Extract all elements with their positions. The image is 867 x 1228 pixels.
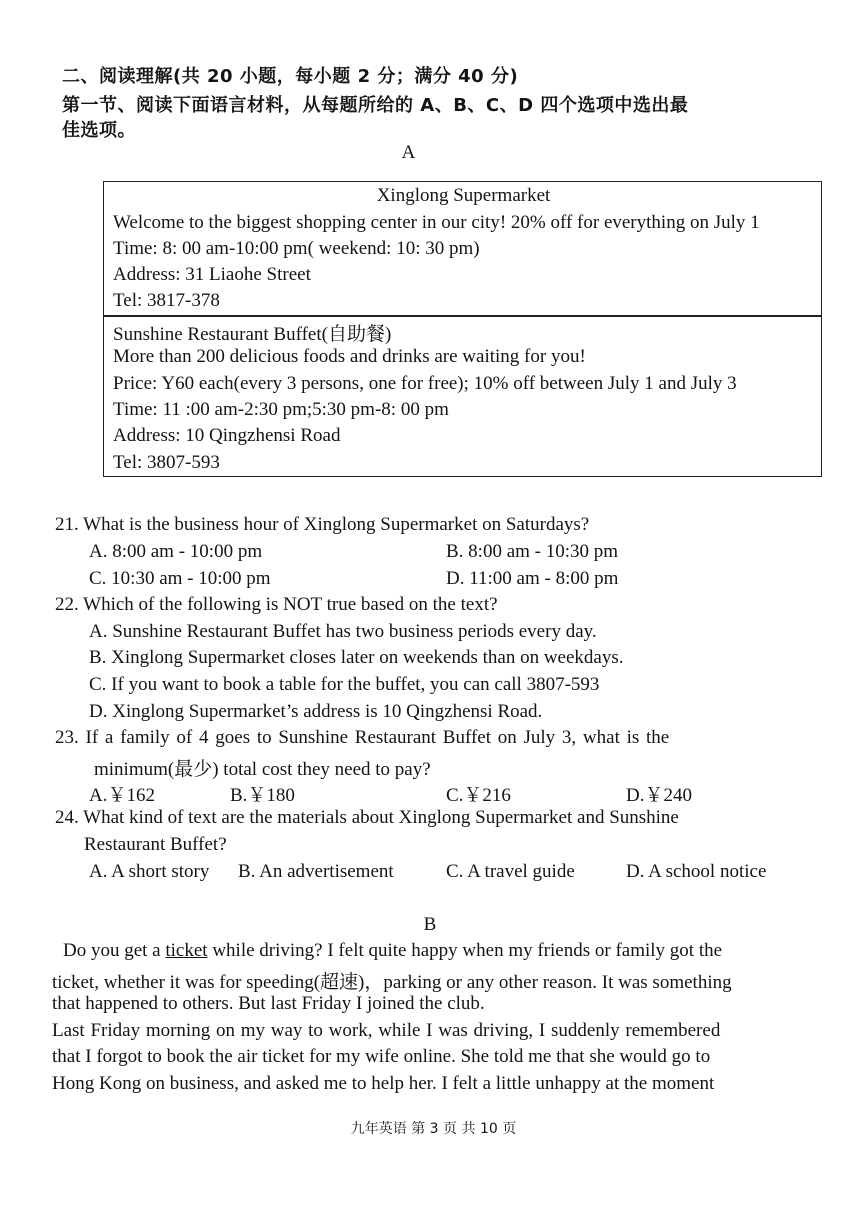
q21-option-a: A. 8:00 am - 10:00 pm [89, 541, 263, 562]
q24-stem-line2: Restaurant Buffet? [84, 834, 227, 855]
passage-b-p2-line1: Last Friday morning on my way to work, while I was driving, I suddenly remembered [52, 1020, 721, 1041]
section-instruction-line2: 佳选项。 [62, 120, 136, 141]
q22-option-d: D. Xinglong Supermarket’s address is 10 Qingzhensi Road. [89, 701, 543, 722]
q23-stem-line1: 23. If a family of 4 goes to Sunshine Restaurant Buffet on July 3, what is the [55, 727, 670, 748]
q22-option-a: A. Sunshine Restaurant Buffet has two business periods every day. [89, 621, 597, 642]
q23-stem-line2: minimum(最少) total cost they need to pay? [94, 759, 431, 780]
passage-a-label: A [401, 142, 416, 163]
ticket-underlined-word: ticket [165, 940, 208, 961]
q24-stem-line1: 24. What kind of text are the materials about Xinglong Supermarket and Sunshine [55, 807, 679, 828]
restaurant-time: Time: 11 :00 am-2:30 pm;5:30 pm-8: 00 pm [113, 399, 449, 420]
section-title: 二、阅读理解(共 20 小题，每小题 2 分；满分 40 分) [62, 66, 519, 87]
passage-b-p2-line2: that I forgot to book the air ticket for my wife online. She told me that she would go to [52, 1046, 711, 1067]
q24-option-d: D. A school notice [626, 861, 767, 882]
q24-option-a: A. A short story [89, 861, 210, 882]
supermarket-address: Address: 31 Liaohe Street [113, 264, 311, 285]
q24-option-b: B. An advertisement [238, 861, 394, 882]
supermarket-tel: Tel: 3817-378 [113, 290, 220, 311]
restaurant-name: Sunshine Restaurant Buffet(自助餐) [113, 324, 392, 345]
supermarket-time: Time: 8: 00 am-10:00 pm( weekend: 10: 30 pm) [113, 238, 480, 259]
q24-option-c: C. A travel guide [446, 861, 575, 882]
passage-b-p1-line3: that happened to others. But last Friday I joined the club. [52, 993, 485, 1014]
passage-b-label: B [423, 914, 437, 935]
q22-option-c: C. If you want to book a table for the buffet, you can call 3807-593 [89, 674, 600, 695]
restaurant-address: Address: 10 Qingzhensi Road [113, 425, 341, 446]
supermarket-ad-box [103, 181, 822, 317]
section-instruction-line1: 第一节、阅读下面语言材料，从每题所给的 A、B、C、D 四个选项中选出最 [62, 95, 689, 116]
passage-b-p2-line3: Hong Kong on business, and asked me to help her. I felt a little unhappy at the moment [52, 1073, 715, 1094]
restaurant-ad-box [103, 315, 822, 477]
q22-stem: 22. Which of the following is NOT true based on the text? [55, 594, 498, 615]
passage-b-p1-line1-start: Do you get a [63, 940, 166, 961]
passage-b-p1-line1-end: while driving? I felt quite happy when my friends or family got the [207, 940, 723, 961]
q23-option-b: B.￥180 [230, 785, 295, 806]
supermarket-name: Xinglong Supermarket [376, 185, 551, 206]
q23-option-a: A.￥162 [89, 785, 155, 806]
q21-option-b: B. 8:00 am - 10:30 pm [446, 541, 619, 562]
page-footer: 九年英语 第 3 页 共 10 页 [350, 1121, 517, 1137]
q21-stem: 21. What is the business hour of Xinglong Supermarket on Saturdays? [55, 514, 590, 535]
restaurant-intro: More than 200 delicious foods and drinks are waiting for you! [113, 346, 586, 367]
restaurant-tel: Tel: 3807-593 [113, 452, 220, 473]
passage-b-p1-line2: ticket, whether it was for speeding(超速)，parking or any other reason. It was something [52, 972, 732, 993]
q23-option-c: C.￥216 [446, 785, 511, 806]
q21-option-c: C. 10:30 am - 10:00 pm [89, 568, 271, 589]
q21-option-d: D. 11:00 am - 8:00 pm [446, 568, 619, 589]
q22-option-b: B. Xinglong Supermarket closes later on weekends than on weekdays. [89, 647, 624, 668]
passage-b-p1-line1 [63, 940, 722, 962]
supermarket-welcome: Welcome to the biggest shopping center in our city! 20% off for everything on July 1 [113, 212, 760, 233]
restaurant-price: Price: Y60 each(every 3 persons, one for free); 10% off between July 1 and July 3 [113, 373, 737, 394]
q23-option-d: D.￥240 [626, 785, 692, 806]
